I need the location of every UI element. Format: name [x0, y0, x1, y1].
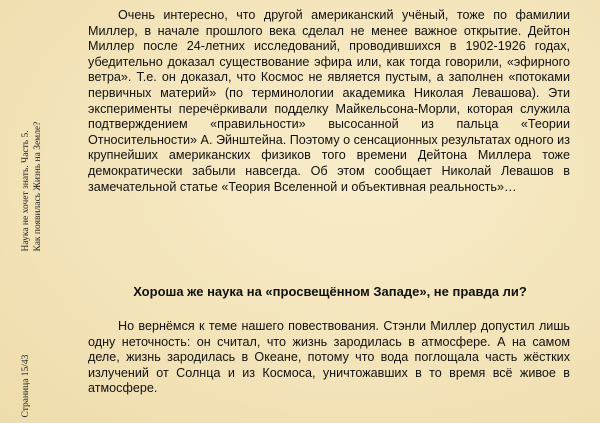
book-title-line2: Как появилась Жизнь на Земле?	[33, 121, 43, 251]
book-title	[20, 1, 44, 251]
paragraph-2: Но вернёмся к теме нашего повествования. Стэнли Миллер допустил лишь одну неточность: он считал, что жизнь зародилась в атмосфере. А на самом деле, жизнь зародилась в Океане, потому что вода поглощала часть жёстких излучений от Солнца и из Космоса, уничтожавших в то время всё живое в атмосфере.	[88, 319, 570, 396]
sidebar-rotated	[6, 0, 58, 423]
book-title-line1: Наука не хочет знать. Часть 5.	[21, 129, 31, 251]
page-number: Страница 15/43	[21, 354, 31, 417]
main-text-2	[88, 319, 570, 397]
paragraph-1: Очень интересно, что другой американский учёный, тоже по фамилии Миллер, в начале прошлого века сделал не менее важное открытие. Дейтон Миллер после 24-летних исследований, проводившихся в 1902-1926 годах, убедительно доказал существование эфира или, как тогда говорили, «эфирного ветра». Т.е. он доказал, что Космос не является пустым, а заполнен «потоками первичных материй» (по терминологии академика Николая Левашова). Эти эксперименты перечёркивали подделку Майкельсона-Морли, которая служила подтверждением «правильности» высосанной из пальца «Теории Относительности» А. Эйнштейна. Поэтому о сенсационных результатах одного из крупнейших американских физиков того времени Дейтона Миллера тоже демократически забыли навсегда. Об этом сообщает Николай Левашов в замечательной статье «Теория Вселенной и объективная реальность»…	[88, 8, 570, 194]
section-heading: Хороша же наука на «просвещённом Западе», не правда ли?	[133, 284, 527, 299]
sidebar	[6, 0, 58, 423]
main-text	[88, 8, 570, 195]
